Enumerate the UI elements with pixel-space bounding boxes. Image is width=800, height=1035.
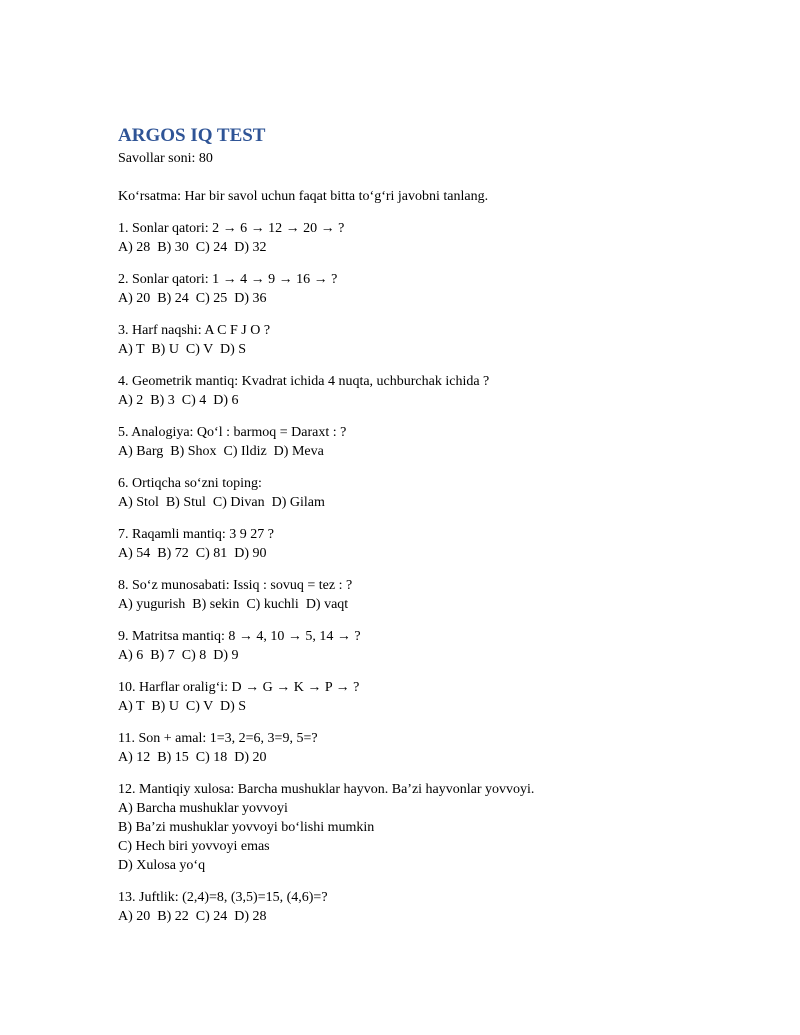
document-title: ARGOS IQ TEST bbox=[118, 125, 266, 146]
question-text: 2. Sonlar qatori: 1 → 4 → 9 → 16 → ? bbox=[118, 272, 338, 287]
question-item bbox=[118, 780, 758, 875]
question-text: 9. Matritsa mantiq: 8 → 4, 10 → 5, 14 → ? bbox=[118, 629, 361, 644]
question-item bbox=[118, 627, 758, 665]
question-list bbox=[118, 219, 758, 926]
answer-options: A) 2 B) 3 C) 4 D) 6 bbox=[118, 393, 239, 408]
question-item bbox=[118, 729, 758, 767]
answer-options: A) 54 B) 72 C) 81 D) 90 bbox=[118, 546, 267, 561]
answer-options: A) 6 B) 7 C) 8 D) 9 bbox=[118, 648, 239, 663]
question-item bbox=[118, 525, 758, 563]
instruction-text: Ko‘rsatma: Har bir savol uchun faqat bitta to‘g‘ri javobni tanlang. bbox=[118, 189, 489, 204]
question-text: 11. Son + amal: 1=3, 2=6, 3=9, 5=? bbox=[118, 731, 318, 746]
answer-options: A) yugurish B) sekin C) kuchli D) vaqt bbox=[118, 597, 349, 612]
question-item bbox=[118, 423, 758, 461]
question-item bbox=[118, 474, 758, 512]
document-page bbox=[118, 124, 758, 939]
question-text: 8. So‘z munosabati: Issiq : sovuq = tez : ? bbox=[118, 578, 353, 593]
answer-options: B) Ba’zi mushuklar yovvoyi bo‘lishi mumkin bbox=[118, 820, 375, 835]
answer-options: A) Barcha mushuklar yovvoyi bbox=[118, 801, 288, 816]
answer-options: C) Hech biri yovvoyi emas bbox=[118, 839, 270, 854]
question-text: 3. Harf naqshi: A C F J O ? bbox=[118, 323, 271, 338]
question-item bbox=[118, 372, 758, 410]
question-item bbox=[118, 678, 758, 716]
answer-options: A) 20 B) 24 C) 25 D) 36 bbox=[118, 291, 267, 306]
question-text: 12. Mantiqiy xulosa: Barcha mushuklar hayvon. Ba’zi hayvonlar yovvoyi. bbox=[118, 782, 535, 797]
question-item bbox=[118, 576, 758, 614]
answer-options: A) 28 B) 30 C) 24 D) 32 bbox=[118, 240, 267, 255]
question-text: 5. Analogiya: Qo‘l : barmoq = Daraxt : ? bbox=[118, 425, 347, 440]
question-item bbox=[118, 270, 758, 308]
answer-options: A) 12 B) 15 C) 18 D) 20 bbox=[118, 750, 267, 765]
answer-options: A) 20 B) 22 C) 24 D) 28 bbox=[118, 909, 267, 924]
question-text: 6. Ortiqcha so‘zni toping: bbox=[118, 476, 262, 491]
question-text: 4. Geometrik mantiq: Kvadrat ichida 4 nuqta, uchburchak ichida ? bbox=[118, 374, 490, 389]
answer-options: A) T B) U C) V D) S bbox=[118, 342, 247, 357]
answer-options: A) Stol B) Stul C) Divan D) Gilam bbox=[118, 495, 325, 510]
question-text: 7. Raqamli mantiq: 3 9 27 ? bbox=[118, 527, 274, 542]
question-count: Savollar soni: 80 bbox=[118, 151, 213, 166]
question-text: 13. Juftlik: (2,4)=8, (3,5)=15, (4,6)=? bbox=[118, 890, 328, 905]
answer-options: D) Xulosa yo‘q bbox=[118, 858, 206, 873]
question-item bbox=[118, 888, 758, 926]
question-item bbox=[118, 321, 758, 359]
question-text: 10. Harflar oralig‘i: D → G → K → P → ? bbox=[118, 680, 360, 695]
answer-options: A) Barg B) Shox C) Ildiz D) Meva bbox=[118, 444, 324, 459]
question-item bbox=[118, 219, 758, 257]
question-text: 1. Sonlar qatori: 2 → 6 → 12 → 20 → ? bbox=[118, 221, 345, 236]
answer-options: A) T B) U C) V D) S bbox=[118, 699, 247, 714]
